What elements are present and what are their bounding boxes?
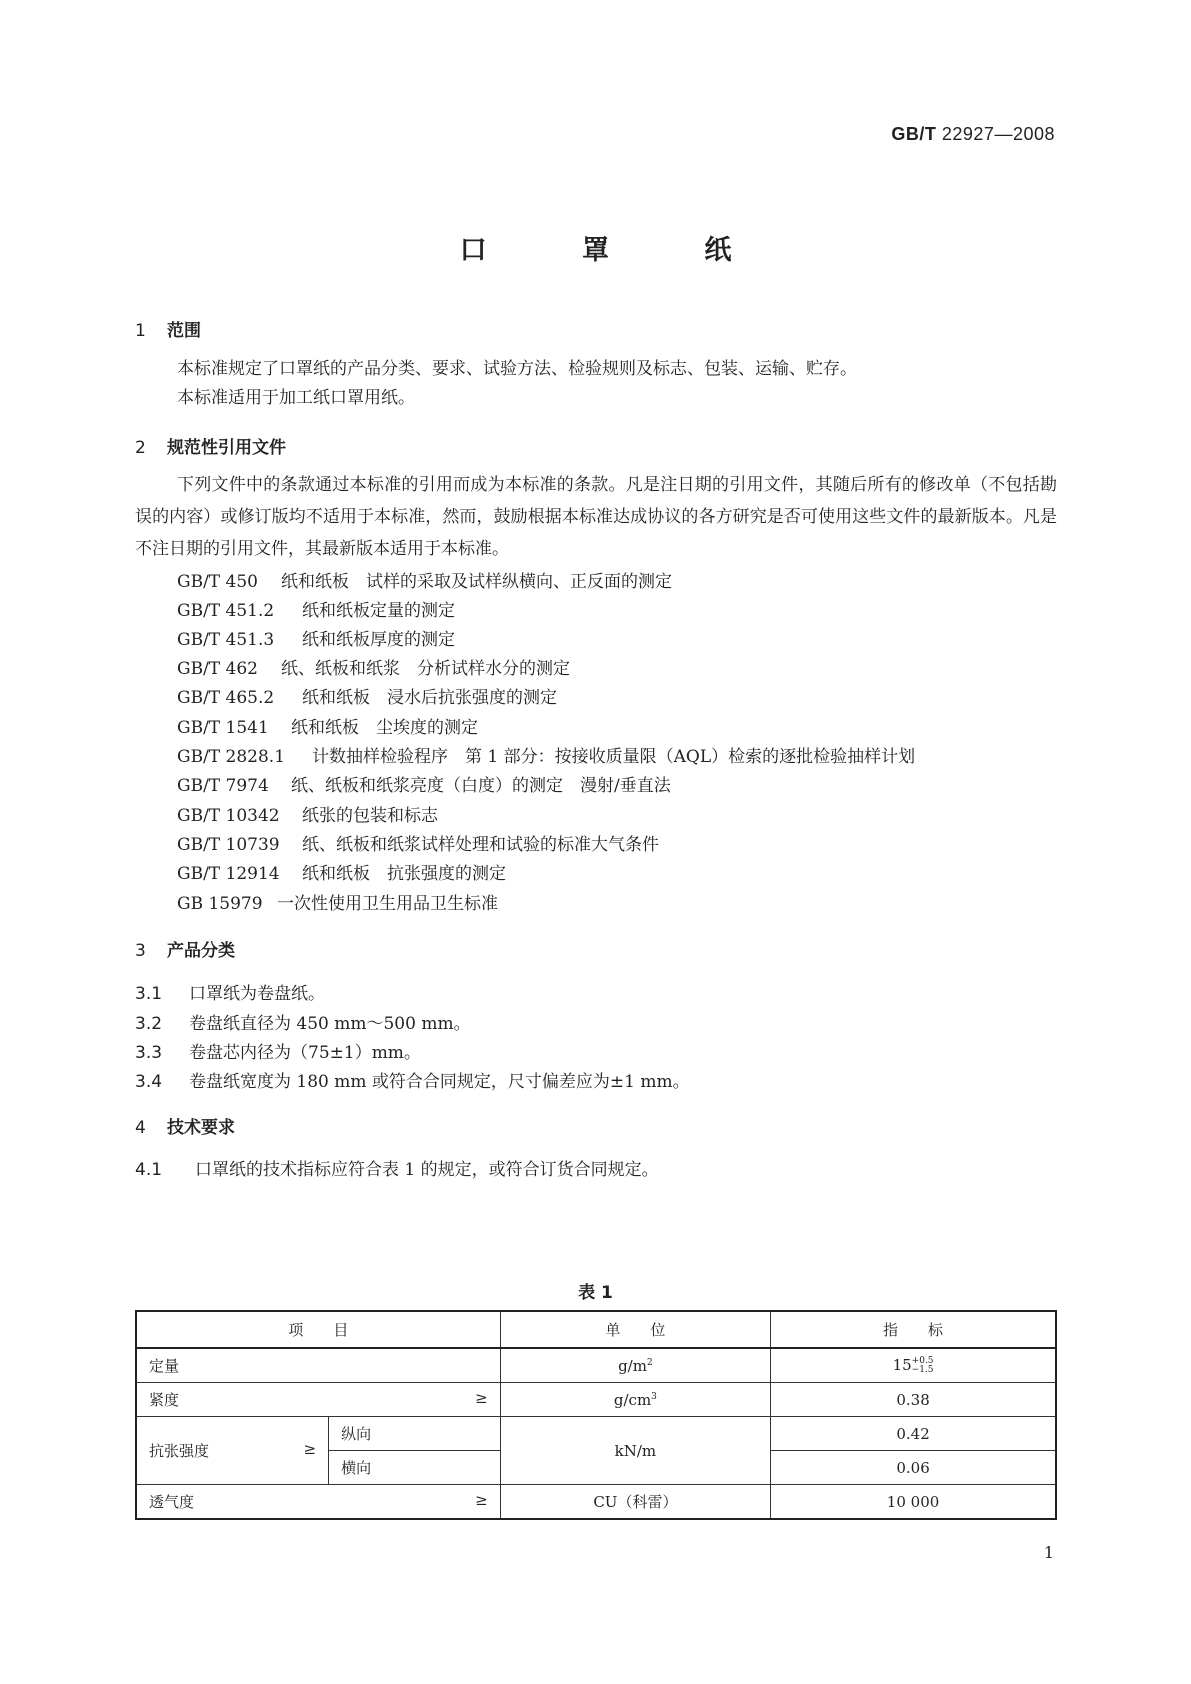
item-air-permeance (136, 1485, 500, 1520)
section-title: 产品分类 (167, 941, 235, 961)
unit-cell: kN/m (500, 1417, 770, 1485)
clause-number: 4.1 (135, 1160, 163, 1180)
reference-item (177, 801, 438, 826)
clause-number: 3.2 (135, 1014, 163, 1034)
section-heading-product-classification (135, 936, 235, 961)
table-row (136, 1383, 1056, 1417)
standard-prefix: GB/T (891, 124, 937, 144)
item-text: 紧度 (149, 1391, 180, 1409)
header-item: 项 目 (136, 1311, 500, 1348)
clause-item (135, 1009, 471, 1034)
clause-text: 卷盘纸直径为 450 mm～500 mm。 (189, 1014, 471, 1034)
clause-text: 卷盘纸宽度为 180 mm 或符合合同规定，尺寸偏差应为±1 mm。 (189, 1072, 690, 1092)
value-cell (771, 1348, 1056, 1383)
unit-cell (500, 1348, 770, 1383)
value-cell: 0.06 (771, 1451, 1056, 1485)
reference-code: GB/T 451.3 (177, 630, 275, 650)
reference-code: GB/T 451.2 (177, 601, 275, 621)
value-cell: 0.38 (771, 1383, 1056, 1417)
paragraph: 本标准适用于加工纸口罩用纸。 (177, 388, 415, 408)
clause-item (135, 1067, 690, 1092)
section-number: 3 (135, 941, 146, 961)
reference-item (177, 596, 455, 621)
reference-item (177, 771, 671, 796)
ge-symbol: ≥ (303, 1440, 317, 1458)
reference-item (177, 859, 506, 884)
reference-code: GB/T 10739 (177, 835, 280, 855)
title-char: 纸 (704, 235, 732, 266)
item-text: 透气度 (149, 1493, 195, 1511)
clause-text: 口罩纸的技术指标应符合表 1 的规定，或符合订货合同规定。 (195, 1160, 659, 1180)
reference-title: 纸、纸板和纸浆试样处理和试验的标准大气条件 (302, 835, 659, 855)
standard-number (891, 124, 1055, 145)
clause-item (135, 1038, 421, 1063)
unit-exponent: 3 (651, 1391, 657, 1402)
sub-item-cd: 横向 (329, 1451, 501, 1485)
clause-number: 3.4 (135, 1072, 163, 1092)
sub-item-md: 纵向 (329, 1417, 501, 1451)
reference-item (177, 683, 557, 708)
reference-item (177, 567, 672, 592)
unit-cell (500, 1383, 770, 1417)
reference-title: 纸、纸板和纸浆 分析试样水分的测定 (281, 659, 570, 679)
tolerance (912, 1357, 934, 1375)
unit-exponent: 2 (646, 1357, 653, 1368)
reference-item (177, 625, 455, 650)
paragraph: 下列文件中的条款通过本标准的引用而成为本标准的条款。凡是注日期的引用文件，其随后所有的修改单（不包括勘误的内容）或修订版均不适用于本标准，然而，鼓励根据本标准达成协议的各方研究是否可使用这些文件的最新版本。凡是不注日期的引用文件，其最新版本适用于本标准。 (135, 475, 1057, 559)
reference-title: 一次性使用卫生用品卫生标准 (277, 894, 498, 914)
section-number: 1 (135, 321, 146, 341)
reference-code: GB 15979 (177, 894, 263, 914)
clause-number: 3.3 (135, 1043, 163, 1063)
reference-code: GB/T 465.2 (177, 688, 275, 708)
tolerance-plus: +0.5 (911, 1356, 934, 1366)
reference-code: GB/T 7974 (177, 776, 269, 796)
section-title: 技术要求 (167, 1118, 235, 1138)
title-char: 口 (459, 235, 487, 266)
section-heading-normative-references (135, 433, 286, 458)
clause-text: 口罩纸为卷盘纸。 (189, 984, 325, 1004)
technical-requirements-table (135, 1310, 1057, 1520)
reference-code: GB/T 462 (177, 659, 258, 679)
clause-item (135, 979, 325, 1004)
reference-title: 纸和纸板 试样的采取及试样纵横向、正反面的测定 (281, 572, 672, 592)
reference-item (177, 830, 659, 855)
reference-title: 纸、纸板和纸浆亮度（白度）的测定 漫射/垂直法 (291, 776, 671, 796)
clause-item (135, 1155, 659, 1180)
unit-text: g/m (618, 1356, 647, 1375)
standard-code: 22927—2008 (941, 124, 1055, 144)
item-basis-weight: 定量 (136, 1348, 500, 1383)
reference-item (177, 889, 498, 914)
reference-code: GB/T 10342 (177, 806, 280, 826)
header-unit: 单 位 (500, 1311, 770, 1348)
section-title: 规范性引用文件 (167, 438, 286, 458)
reference-code: GB/T 12914 (177, 864, 280, 884)
section-title: 范围 (167, 321, 201, 341)
clause-number: 3.1 (135, 984, 163, 1004)
reference-title: 纸和纸板 抗张强度的测定 (302, 864, 506, 884)
reference-title: 计数抽样检验程序 第 1 部分：按接收质量限（AQL）检索的逐批检验抽样计划 (312, 747, 916, 767)
item-tensile-strength (136, 1417, 329, 1485)
header-value: 指 标 (771, 1311, 1056, 1348)
reference-item (177, 654, 570, 679)
ge-symbol: ≥ (475, 1491, 488, 1509)
section-heading-scope (135, 316, 201, 341)
table-header-row (136, 1311, 1056, 1348)
value-cell: 10 000 (771, 1485, 1056, 1520)
clause-text: 卷盘芯内径为（75±1）mm。 (189, 1043, 421, 1063)
value-text: 15 (892, 1356, 912, 1374)
section-number: 2 (135, 438, 146, 458)
value-cell: 0.42 (771, 1417, 1056, 1451)
table-row (136, 1417, 1056, 1451)
section-number: 4 (135, 1118, 146, 1138)
reference-code: GB/T 1541 (177, 718, 269, 738)
reference-code: GB/T 2828.1 (177, 747, 286, 767)
table-row (136, 1348, 1056, 1383)
item-density (136, 1383, 500, 1417)
reference-title: 纸和纸板定量的测定 (302, 601, 455, 621)
document-title (0, 228, 1191, 267)
unit-cell: CU（科雷） (500, 1485, 770, 1520)
reference-title: 纸和纸板厚度的测定 (302, 630, 455, 650)
reference-title: 纸和纸板 尘埃度的测定 (291, 718, 478, 738)
table-row (136, 1485, 1056, 1520)
paragraph: 本标准规定了口罩纸的产品分类、要求、试验方法、检验规则及标志、包装、运输、贮存。 (177, 359, 857, 379)
reference-code: GB/T 450 (177, 572, 258, 592)
page-number: 1 (1043, 1543, 1054, 1562)
title-char: 罩 (582, 235, 609, 266)
unit-text: g/cm (613, 1390, 652, 1409)
ge-symbol: ≥ (475, 1389, 488, 1407)
tolerance-minus: −1.5 (911, 1365, 934, 1375)
reference-item (177, 742, 915, 767)
reference-item (177, 713, 478, 738)
table-caption: 表 1 (578, 1283, 613, 1303)
item-text: 抗张强度 (149, 1442, 210, 1460)
reference-title: 纸和纸板 浸水后抗张强度的测定 (302, 688, 557, 708)
reference-title: 纸张的包装和标志 (302, 806, 438, 826)
section-heading-technical-requirements (135, 1113, 235, 1138)
